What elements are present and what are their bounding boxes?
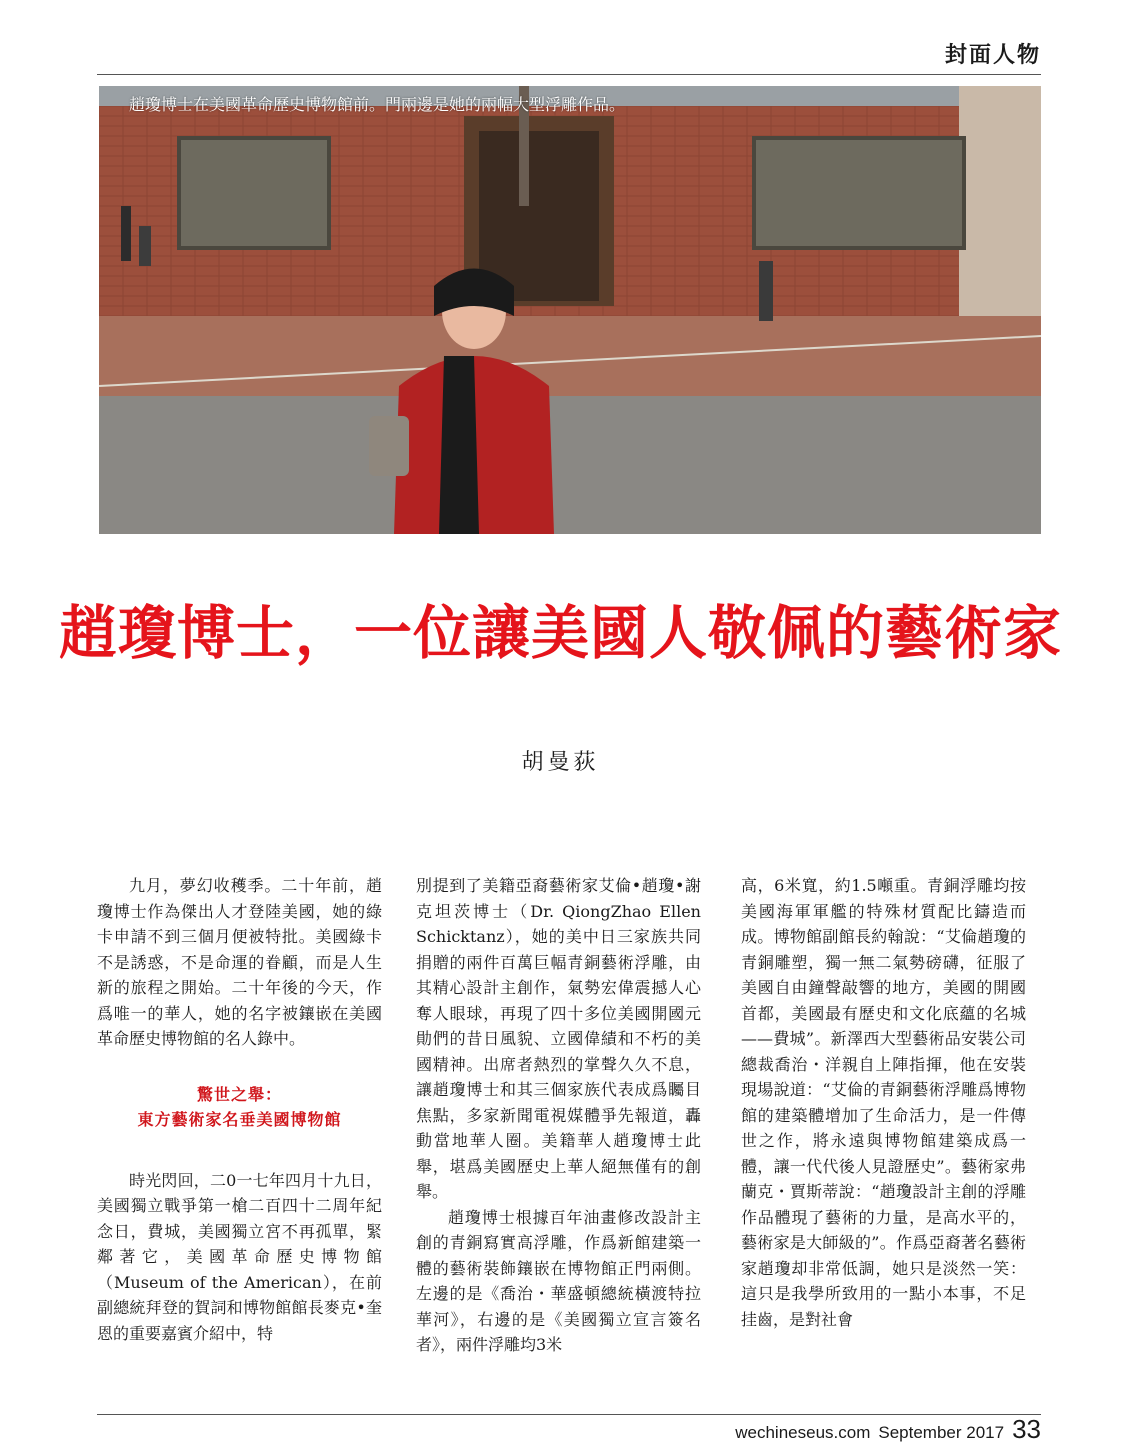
article-column-3 [741,873,1026,1332]
footer-site: wechineseus.com [735,1423,871,1442]
subheading-line: 驚世之舉： [196,1084,282,1104]
section-label: 封面人物 [944,43,1041,68]
paragraph: 趙瓊博士根據百年油畫修改設計主創的青銅寫實高浮雕，作爲新館建築一體的藝術裝飾鑲嵌在博物館正門兩側。左邊的是《喬治・華盛頓總統橫渡特拉華河》，右邊的是《美國獨立宣言簽名者》，兩件浮雕均3米 [416,1207,701,1354]
author-byline: 胡曼荻 [521,750,600,775]
top-rule [97,74,1041,75]
article-column-1 [97,873,382,1346]
paragraph: 時光閃回，二0一七年四月十九日，美國獨立戰爭第一槍二百四十二周年紀念日，費城，美國獨立宮不再孤單，緊鄰著它，美國革命歷史博物館（Museum of the American），在前副總統拜登的賀詞和博物館館長麥克•奎恩的重要嘉賓介紹中，特 [97,1170,382,1343]
subheading-line: 東方藝術家名垂美國博物館 [137,1109,342,1129]
paragraph: 高，6米寬，約1.5噸重。青銅浮雕均按美國海軍軍艦的特殊材質配比鑄造而成。博物館副館長約翰說：“艾倫趙瓊的青銅雕塑，獨一無二氣勢磅礴，征服了美國自由鐘聲敲響的地方，美國的開國首都，美國最有歷史和文化底蘊的名城——費城”。新澤西大型藝術品安裝公司總裁喬治・洋親自上陣指揮，他在安裝現場說道：“艾倫的青銅藝術浮雕爲博物館的建築體增加了生命活力，是一件傳世之作，將永遠與博物館建築成爲一體，讓一代代後人見證歷史”。藝術家弗蘭克・賈斯蒂說：“趙瓊設計主創的浮雕作品體現了藝術的力量，是高水平的，藝術家是大師級的”。作爲亞裔著名藝術家趙瓊却非常低調，她只是淡然一笑：這只是我學所致用的一點小本事，不足挂齒，是對社會 [741,876,1026,1329]
right-relief [754,138,964,248]
left-relief [179,138,329,248]
paragraph: 別提到了美籍亞裔藝術家艾倫•趙瓊•謝克坦茨博士（Dr. QiongZhao Ellen Schicktanz），她的美中日三家族共同捐贈的兩件百萬巨幅青銅藝術浮雕，由其精心設計主創作，氣勢宏偉震撼人心奪人眼球，再現了四十多位美國開國元勛們的昔日風貌、立國偉績和不朽的美國精神。出席者熱烈的掌聲久久不息，讓趙瓊博士和其三個家族代表成爲矚目焦點，多家新聞電視媒體爭先報道，轟動當地華人圈。美籍華人趙瓊博士此舉，堪爲美國歷史上華人絕無僅有的創舉。 [416,876,701,1201]
page-footer [735,1414,1041,1445]
page-number: 33 [1012,1414,1041,1444]
cover-photo [99,86,1041,534]
subheading [97,1082,382,1132]
photo-illustration [99,86,1041,534]
footer-date: September 2017 [878,1423,1005,1442]
paragraph: 九月，夢幻收穫季。二十年前，趙瓊博士作為傑出人才登陸美國，她的綠卡申請不到三個月便被特批。美國綠卡不是誘惑，不是命運的眷顧，而是人生新的旅程之開始。二十年後的今天，作爲唯一的華人，她的名字被鑲嵌在美國革命歷史博物館的名人錄中。 [97,876,382,1048]
photo-caption: 趙瓊博士在美國革命歷史博物館前。門兩邊是她的兩幅大型浮雕作品。 [129,95,626,114]
headline: 趙瓊博士，一位讓美國人敬佩的藝術家 [58,599,1062,667]
article-column-2 [416,873,701,1358]
